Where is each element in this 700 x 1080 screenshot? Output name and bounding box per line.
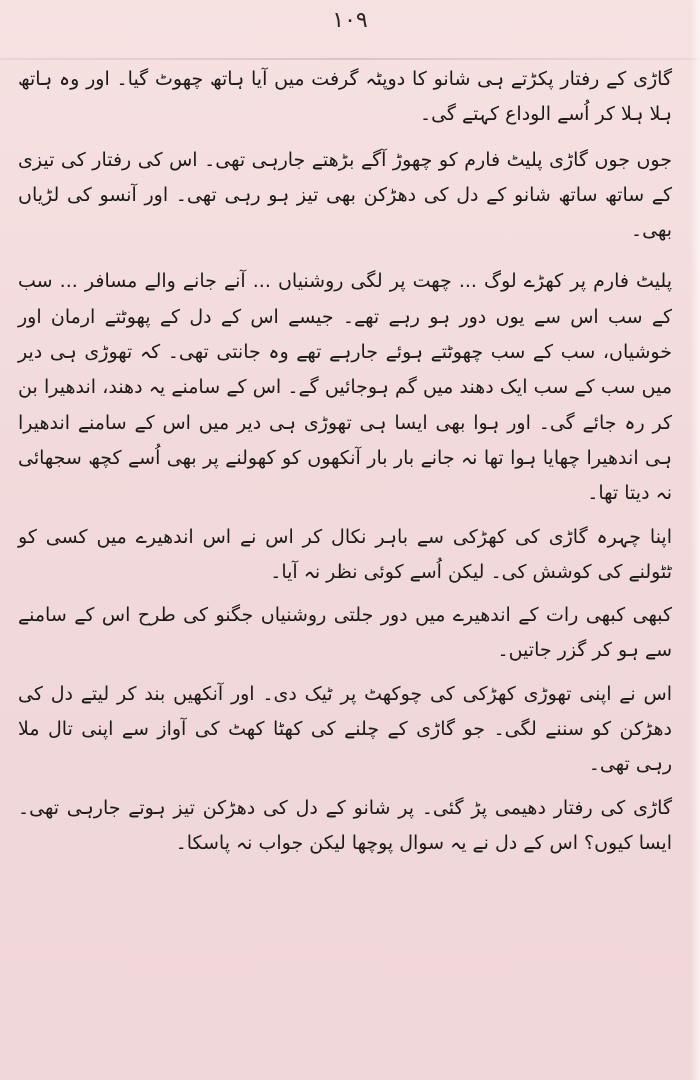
paragraph: گاڑی کے رفتار پکڑتے ہی شانو کا دوپٹہ گرفت میں آیا ہاتھ چھوٹ گیا۔ اور وہ ہاتھ ہلا ہلا کر اُسے الوداع کہتے گی۔ bbox=[18, 68, 672, 126]
page-edge-highlight bbox=[690, 0, 700, 1080]
page-crease bbox=[0, 58, 700, 60]
paragraph: جوں جوں گاڑی پلیٹ فارم کو چھوڑ آگے بڑھتے جارہی تھی۔ اس کی رفتار کی تیزی کے ساتھ ساتھ شانو کے دل کی دھڑکن بھی تیز ہو رہی تھی۔ اور آنسو کی لڑیاں بھی۔ bbox=[18, 148, 672, 242]
paragraph: کبھی کبھی رات کے اندھیرے میں دور جلتی روشنیاں جگنو کی طرح اس کے سامنے سے ہو کر گزر جاتیں۔ bbox=[18, 604, 672, 662]
paragraph: اس نے اپنی تھوڑی کھڑکی کی چوکھٹ پر ٹیک دی۔ اور آنکھیں بند کر لیتے دل کی دھڑکن کو سننے لگی۔ جو گاڑی کے چلنے کی کھٹا کھٹ کی آواز سے اپنی تال ملا رہی تھی۔ bbox=[18, 682, 672, 776]
paragraph: پلیٹ فارم پر کھڑے لوگ ... چھت پر لگی روشنیاں ... آنے جانے والے مسافر ... سب کے سب اس سے یوں دور ہو رہے تھے۔ جیسے اس کے دل کے پھوٹتے ارمان اور خوشیاں، سب کے سب چھوٹتے ہوئے جارہے تھے وہ جانتی تھی۔ کہ تھوڑی ہی دیر میں سب کے سب ایک دھند میں گم ہوجائیں گے۔ اس کے سامنے یہ دھند، اندھیرا بن کر رہ جائے گی۔ اور ہوا بھی ایسا ہی تھوڑی ہی دیر میں اس کے سامنے اندھیرا ہی اندھیرا چھایا ہوا تھا نہ جانے بار بار آنکھوں کو کھولنے پر بھی اُسے کچھ سجھائی نہ دیتا تھا۔ bbox=[18, 270, 672, 505]
paragraph: گاڑی کی رفتار دھیمی پڑ گئی۔ پر شانو کے دل کی دھڑکن تیز ہوتے جارہی تھی۔ ایسا کیوں؟ اس کے دل نے یہ سوال پوچھا لیکن جواب نہ پاسکا۔ bbox=[18, 796, 672, 854]
body-text bbox=[18, 62, 672, 861]
paragraph: اپنا چہرہ گاڑی کی کھڑکی سے باہر نکال کر اس نے اس اندھیرے میں کسی کو ٹٹولنے کی کوشش کی۔ لیکن اُسے کوئی نظر نہ آیا۔ bbox=[18, 525, 672, 583]
page-number: ١٠٩ bbox=[332, 8, 368, 33]
